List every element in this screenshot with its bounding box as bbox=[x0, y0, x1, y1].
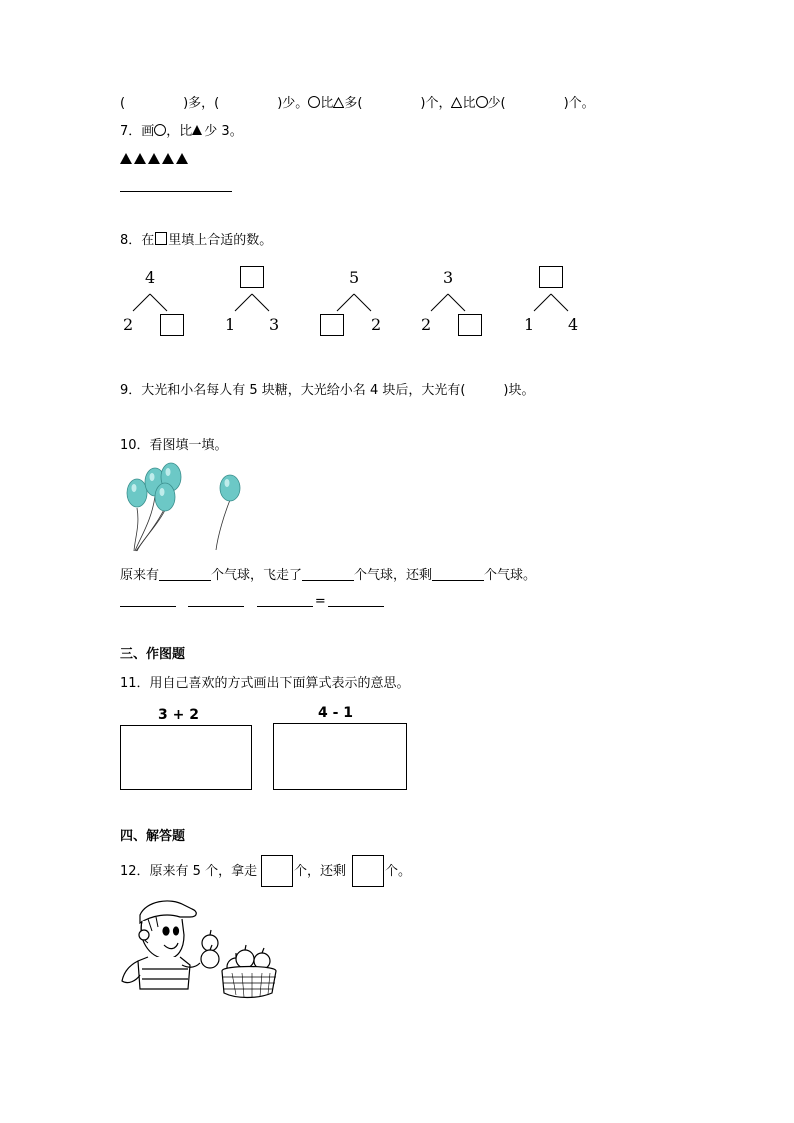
q10-blank-flew[interactable] bbox=[302, 566, 354, 581]
q10-sentence bbox=[120, 566, 536, 585]
triangle-filled-icon bbox=[176, 153, 188, 164]
section3-title: 三、作图题 bbox=[120, 647, 186, 662]
q10-s4: 个气球。 bbox=[484, 568, 537, 583]
q11-title: 11．用自己喜欢的方式画出下面算式表示的意思。 bbox=[120, 676, 410, 691]
q9-end: )块。 bbox=[503, 383, 535, 398]
balloon-icon bbox=[127, 479, 147, 507]
tree-branches bbox=[128, 293, 172, 313]
circle-icon bbox=[308, 96, 320, 108]
q12-taken-box[interactable] bbox=[261, 855, 293, 887]
tree-left-number: 2 bbox=[421, 315, 432, 334]
q12-s3: 个。 bbox=[385, 864, 412, 879]
q6-text-6: )个， bbox=[420, 96, 452, 111]
q10-eq-blank-1[interactable] bbox=[120, 592, 176, 607]
q10-equals: = bbox=[314, 594, 326, 609]
q7-answer-line[interactable] bbox=[120, 191, 232, 192]
body-icon bbox=[138, 957, 190, 989]
balloon-highlight bbox=[166, 468, 171, 476]
q10-eq-blank-3[interactable] bbox=[257, 592, 313, 607]
tree-right-number: 3 bbox=[269, 315, 280, 334]
q10-blank-original[interactable] bbox=[159, 566, 211, 581]
tree-top-number: 3 bbox=[443, 268, 454, 287]
tree-branches bbox=[529, 293, 573, 313]
q6-text-2: )多，( bbox=[183, 96, 220, 111]
basket-icon bbox=[222, 945, 276, 998]
q10-title: 10．看图填一填。 bbox=[120, 438, 228, 453]
section4-title: 四、解答题 bbox=[120, 829, 186, 844]
balloon-highlight bbox=[150, 473, 155, 481]
q7-prefix: 7．画 bbox=[120, 124, 155, 139]
q6-text-9: )个。 bbox=[563, 96, 595, 111]
q9-line bbox=[120, 382, 535, 400]
q11-expr-1: 3 + 2 bbox=[158, 707, 199, 723]
boy-with-apples-image bbox=[118, 895, 283, 1000]
balloon-highlight bbox=[160, 488, 165, 496]
q10-s3: 个气球，还剩 bbox=[354, 568, 433, 583]
square-icon bbox=[155, 232, 167, 245]
q6-text-3: )少。 bbox=[277, 96, 309, 111]
triangle-filled-icon bbox=[162, 153, 174, 164]
q9-text: 9．大光和小名每人有 5 块糖，大光给小名 4 块后，大光有( bbox=[120, 383, 466, 398]
q8-title bbox=[120, 232, 272, 250]
tree-left-number: 1 bbox=[524, 315, 535, 334]
q8-title-b: 里填上合适的数。 bbox=[168, 233, 273, 248]
q8-title-a: 8．在 bbox=[120, 233, 155, 248]
q12-left-box[interactable] bbox=[352, 855, 384, 887]
circle-icon bbox=[154, 124, 166, 136]
q11-drawing-box-1[interactable] bbox=[120, 725, 252, 790]
q6-line bbox=[120, 95, 595, 113]
balloon-icon bbox=[220, 475, 240, 501]
tree-left-number: 1 bbox=[225, 315, 236, 334]
triangle-filled-icon bbox=[134, 153, 146, 164]
tree-right-number: 2 bbox=[371, 315, 382, 334]
tree-top-number: 4 bbox=[145, 268, 156, 287]
q6-text-4: 比 bbox=[320, 96, 334, 111]
tree-left-number: 2 bbox=[123, 315, 134, 334]
q7-suffix: 少 3。 bbox=[204, 124, 243, 139]
q7-title bbox=[120, 123, 243, 141]
tree-left-answer-box[interactable] bbox=[320, 314, 344, 336]
q11-expr-2: 4 - 1 bbox=[318, 705, 354, 721]
q10-s1: 原来有 bbox=[120, 568, 160, 583]
triangle-filled-icon bbox=[120, 153, 132, 164]
tree-top-answer-box[interactable] bbox=[240, 266, 264, 288]
q10-equation bbox=[120, 592, 384, 611]
q7-middle: ，比 bbox=[166, 124, 193, 139]
q12-s2-wrap bbox=[294, 863, 346, 881]
q12-s2: 个，还剩 bbox=[294, 864, 347, 879]
balloon-highlight bbox=[132, 484, 137, 492]
tree-branches bbox=[332, 293, 376, 313]
q10-eq-blank-2[interactable] bbox=[188, 592, 244, 607]
tree-top-number: 5 bbox=[349, 268, 360, 287]
triangle-filled-icon bbox=[192, 125, 202, 135]
q6-text-5: 多( bbox=[344, 96, 363, 111]
tree-right-number: 4 bbox=[568, 315, 579, 334]
q6-text-8: 少( bbox=[487, 96, 506, 111]
q10-eq-blank-4[interactable] bbox=[328, 592, 384, 607]
tree-right-answer-box[interactable] bbox=[458, 314, 482, 336]
q10-s2: 个气球，飞走了 bbox=[211, 568, 303, 583]
balloon-highlight bbox=[225, 479, 230, 487]
balloon-strings bbox=[134, 492, 230, 551]
q7-triangles bbox=[120, 153, 190, 168]
tree-branches bbox=[230, 293, 274, 313]
triangle-filled-icon bbox=[148, 153, 160, 164]
triangle-outline-icon bbox=[333, 97, 344, 108]
q12-s1: 12．原来有 5 个，拿走 bbox=[120, 864, 258, 879]
q6-text-1: ( bbox=[120, 96, 126, 111]
balloons-image bbox=[120, 460, 260, 556]
circle-icon bbox=[476, 96, 488, 108]
q12-line bbox=[120, 863, 257, 881]
balloon-icon bbox=[155, 483, 175, 511]
tree-right-answer-box[interactable] bbox=[160, 314, 184, 336]
balloon-group bbox=[127, 463, 240, 511]
held-apples bbox=[201, 930, 219, 968]
q12-s3-wrap bbox=[385, 863, 411, 881]
triangle-outline-icon bbox=[451, 97, 462, 108]
q6-text-7: 比 bbox=[462, 96, 476, 111]
tree-branches bbox=[426, 293, 470, 313]
q11-drawing-box-2[interactable] bbox=[273, 723, 407, 790]
tree-top-answer-box[interactable] bbox=[539, 266, 563, 288]
q10-blank-left[interactable] bbox=[432, 566, 484, 581]
